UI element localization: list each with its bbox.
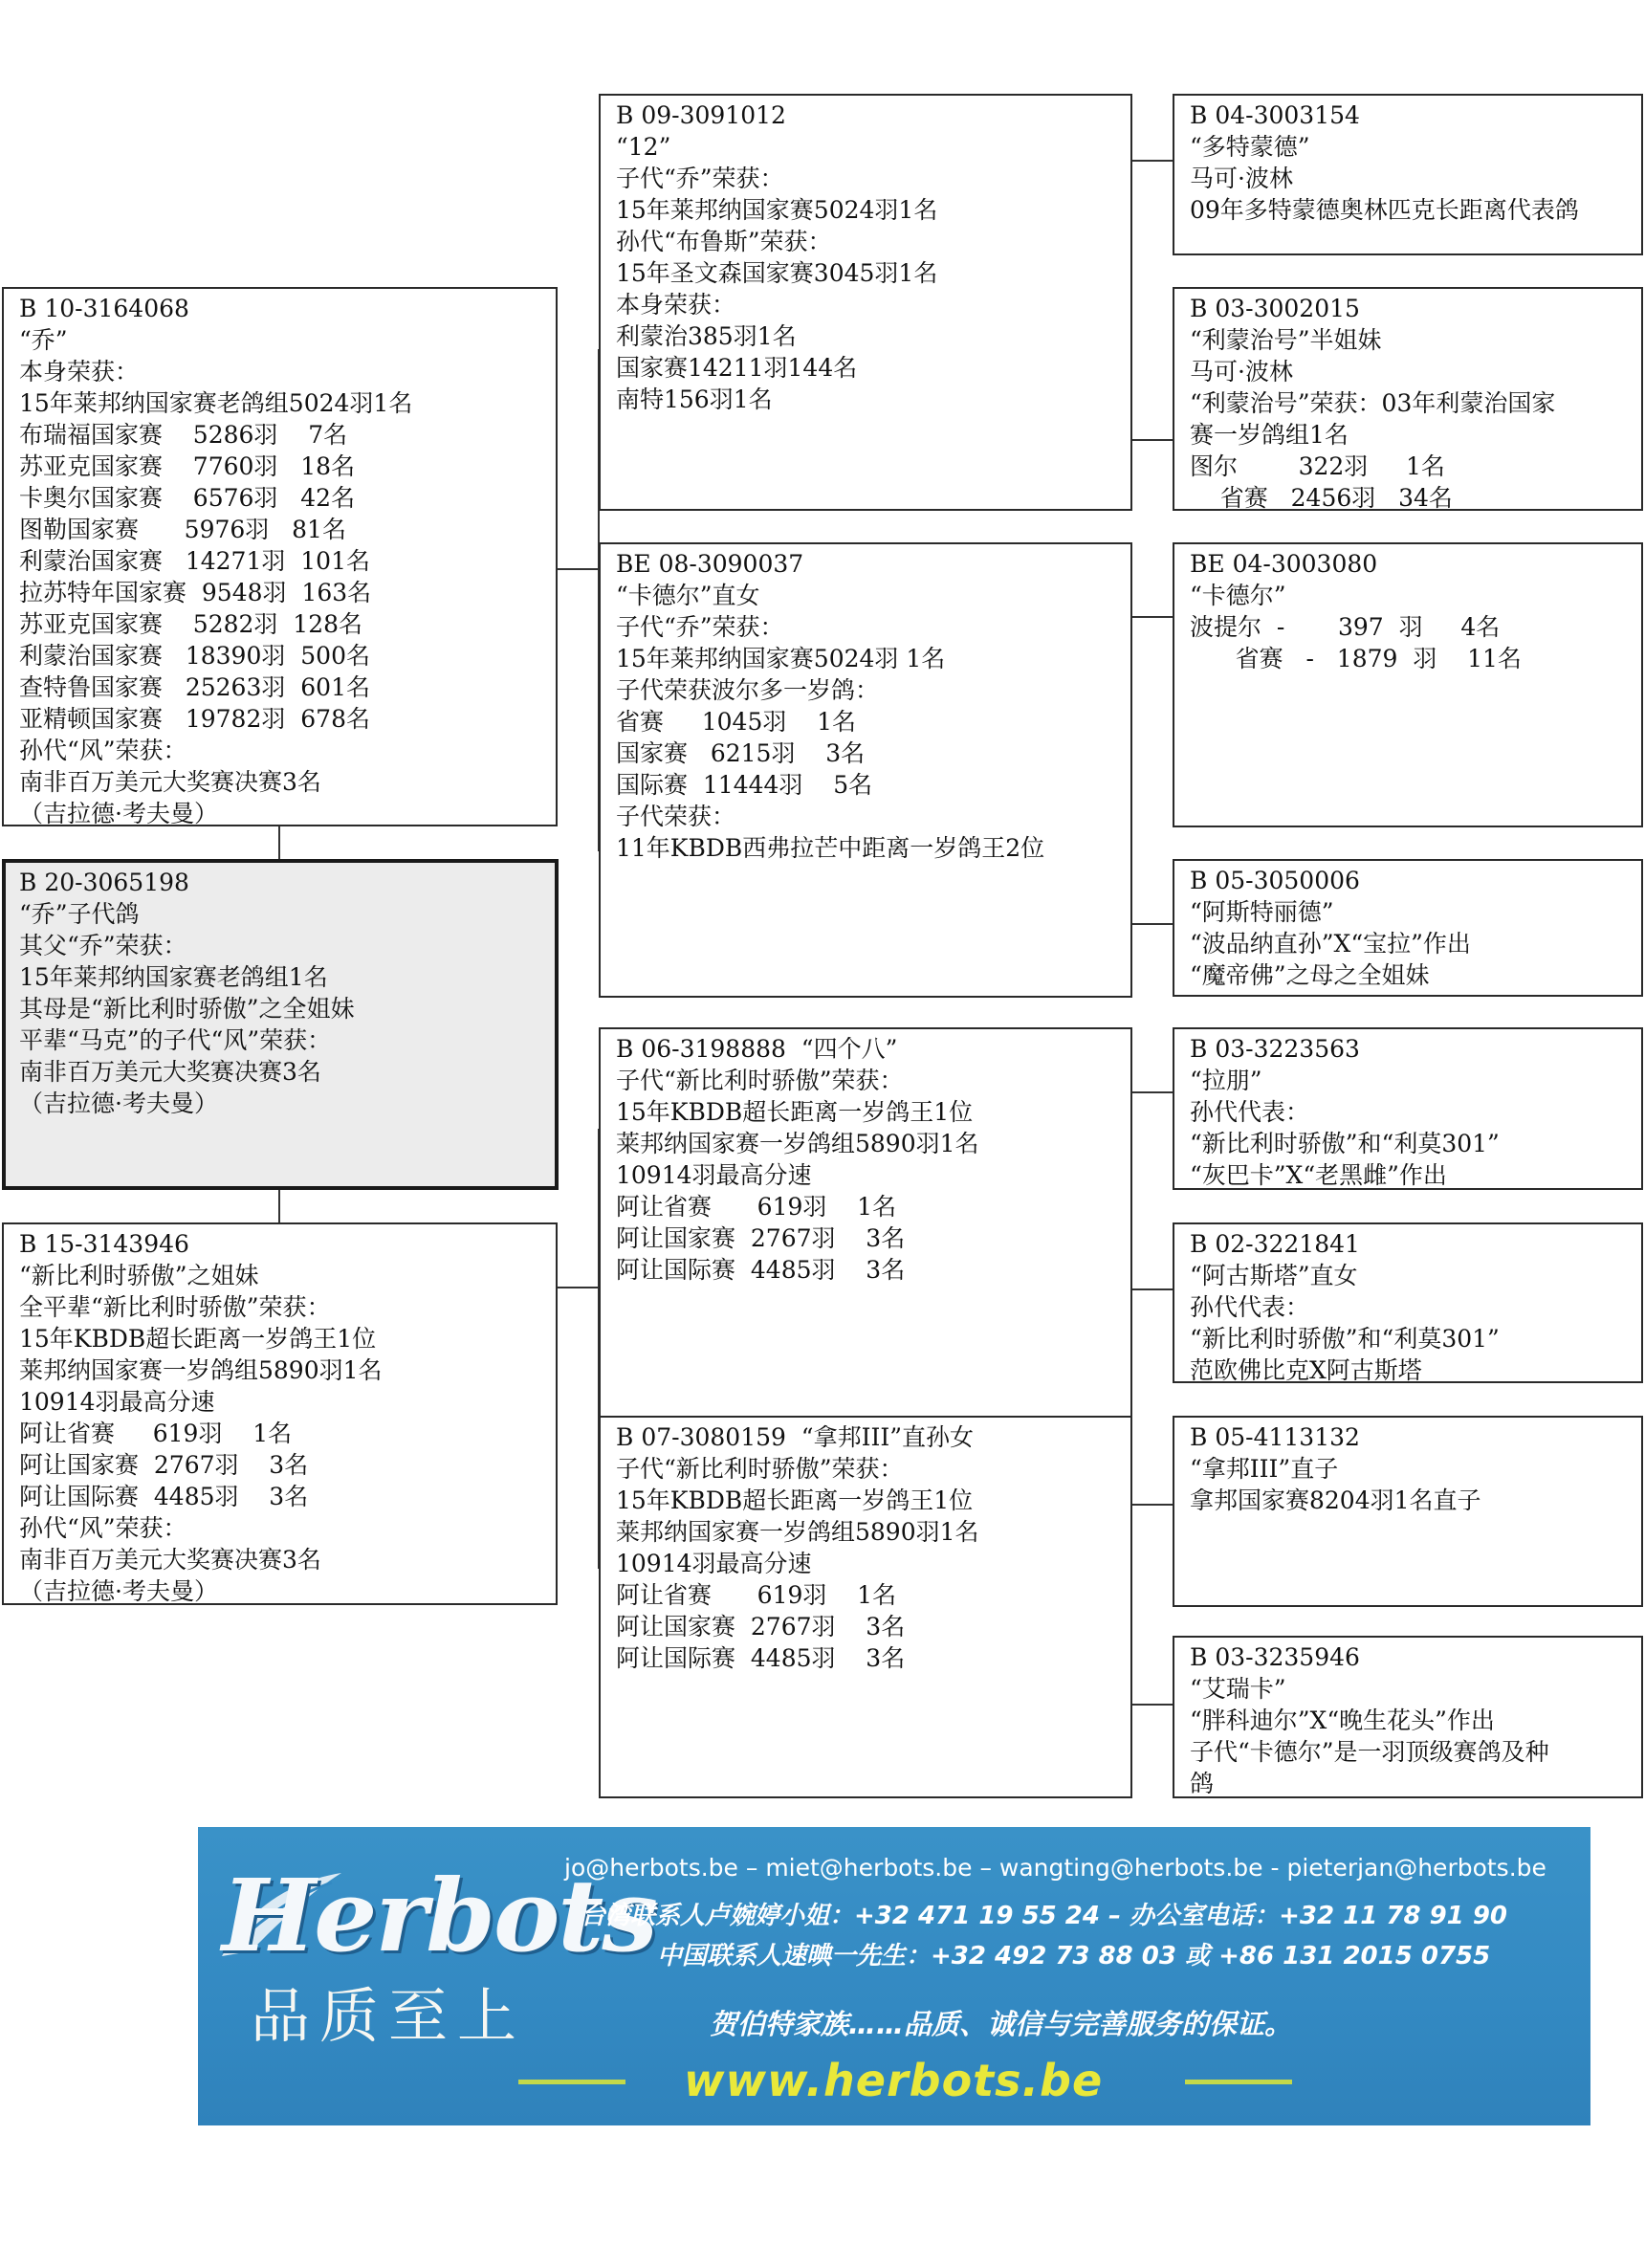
pedigree-line: 利蒙治385羽1名: [616, 322, 797, 350]
pedigree-line: “拉朋”: [1190, 1067, 1262, 1094]
grandparent-box-3: [1173, 542, 1643, 827]
pedigree-line: （吉拉德·考夫曼）: [19, 1577, 218, 1605]
pedigree-line: 本身荣获：: [616, 291, 736, 319]
pedigree-line: B 03-3002015: [1190, 295, 1360, 322]
pedigree-line: B 15-3143946: [19, 1230, 189, 1258]
pedigree-line: 10914羽最高分速: [19, 1388, 215, 1416]
pedigree-line: B 20-3065198: [19, 869, 189, 896]
pedigree-line: 15年莱邦纳国家赛老鸽组5024羽1名: [19, 389, 413, 417]
pedigree-line: 布瑞福国家赛 5286羽 7名: [19, 421, 348, 449]
pedigree-line: “阿斯特丽德”: [1190, 898, 1334, 926]
pedigree-line: 省赛 1045羽 1名: [616, 708, 857, 736]
pedigree-line: BE 08-3090037: [616, 550, 804, 578]
pedigree-line: 子代荣获：: [616, 803, 736, 830]
pedigree-line: “多特蒙德”: [1190, 133, 1310, 161]
accent-bar-right: [1185, 2080, 1292, 2084]
pedigree-line: 子代荣获波尔多一岁鸽：: [616, 676, 880, 704]
sire-dam-box: [599, 542, 1132, 998]
pedigree-line: 南非百万美元大奖赛决赛3名: [19, 768, 321, 796]
pedigree-line: “胖科迪尔”X“晚生花头”作出: [1190, 1707, 1495, 1734]
pedigree-line: B 03-3223563: [1190, 1035, 1360, 1063]
pedigree-line: 阿让国际赛 4485羽 3名: [616, 1644, 906, 1672]
pedigree-line: 范欧佛比克X阿古斯塔: [1190, 1356, 1422, 1383]
pedigree-line: 10914羽最高分速: [616, 1161, 812, 1189]
pedigree-line: B 02-3221841: [1190, 1230, 1360, 1258]
grandparent-box-7: [1173, 1416, 1643, 1607]
pedigree-line: 其父“乔”荣获：: [19, 932, 187, 959]
grandparent-box-4: [1173, 859, 1643, 997]
pedigree-line: “新比利时骄傲”之姐妹: [19, 1262, 259, 1289]
pedigree-line: 孙代“风”荣获：: [19, 1514, 187, 1542]
pedigree-line: 国际赛 11444羽 5名: [616, 771, 873, 799]
pedigree-line: 阿让省赛 619羽 1名: [616, 1193, 897, 1221]
pedigree-line: “12”: [616, 133, 671, 161]
pedigree-line: 15年莱邦纳国家赛5024羽 1名: [616, 645, 946, 672]
pedigree-line: 鸽: [1190, 1770, 1215, 1797]
pedigree-line: 拉苏特年国家赛 9548羽 163名: [19, 579, 372, 606]
pedigree-line: “新比利时骄傲”和“利莫301”: [1190, 1130, 1500, 1157]
pedigree-line: 波提尔 - 397 羽 4名: [1190, 613, 1501, 641]
pedigree-line: 省赛 2456羽 34名: [1190, 484, 1453, 511]
pedigree-line: “阿古斯塔”直女: [1190, 1262, 1358, 1289]
dam-sire-box: [599, 1027, 1132, 1444]
pedigree-line: 子代“新比利时骄傲”荣获：: [616, 1455, 904, 1483]
pedigree-line: 莱邦纳国家赛一岁鸽组5890羽1名: [19, 1356, 383, 1384]
website-link[interactable]: www.herbots.be: [684, 2055, 1104, 2106]
pedigree-line: 苏亚克国家赛 7760羽 18名: [19, 452, 356, 480]
dam-box: [2, 1222, 558, 1605]
pedigree-line: 马可·波林: [1190, 165, 1293, 192]
pedigree-line: B 06-3198888 “四个八”: [616, 1035, 898, 1063]
herbots-banner: [198, 1827, 1590, 2125]
grandparent-box-5: [1173, 1027, 1643, 1190]
pedigree-line: “拿邦III”直子: [1190, 1455, 1339, 1483]
pedigree-line: 15年KBDB超长距离一岁鸽王1位: [616, 1486, 974, 1514]
pedigree-line: 孙代代表：: [1190, 1293, 1310, 1321]
pedigree-line: B 05-3050006: [1190, 867, 1360, 894]
pedigree-line: 阿让省赛 619羽 1名: [616, 1581, 897, 1609]
pedigree-line: 查特鲁国家赛 25263羽 601名: [19, 673, 370, 701]
pedigree-line: 09年多特蒙德奥林匹克长距离代表鸽: [1190, 196, 1579, 224]
pedigree-line: 子代“新比利时骄傲”荣获：: [616, 1067, 904, 1094]
pedigree-line: “乔”: [19, 326, 68, 354]
pedigree-line: 南特156羽1名: [616, 385, 773, 413]
pedigree-line: “魔帝佛”之母之全姐妹: [1190, 961, 1430, 989]
pedigree-line: “灰巴卡”X“老黑雌”作出: [1190, 1161, 1447, 1189]
tagline: 贺伯特家族……品质、诚信与完善服务的保证。: [710, 2008, 1293, 2040]
china-contact: 中国联系人速晪一先生：+32 492 73 88 03 或 +86 131 2015 0755: [657, 1942, 1491, 1971]
pedigree-line: B 09-3091012: [616, 101, 786, 129]
pedigree-line: 15年莱邦纳国家赛5024羽1名: [616, 196, 938, 224]
pedigree-line: 子代“乔”荣获：: [616, 165, 784, 192]
pedigree-line: 苏亚克国家赛 5282羽 128名: [19, 610, 363, 638]
pedigree-line: 全平辈“新比利时骄傲”荣获：: [19, 1293, 331, 1321]
sire-sire-box: [599, 94, 1132, 511]
pedigree-line: B 05-4113132: [1190, 1423, 1360, 1451]
pedigree-line: 15年圣文森国家赛3045羽1名: [616, 259, 938, 287]
pedigree-line: 莱邦纳国家赛一岁鸽组5890羽1名: [616, 1518, 979, 1546]
pedigree-line: 国家赛 6215羽 3名: [616, 739, 866, 767]
pedigree-line: 子代“乔”荣获：: [616, 613, 784, 641]
pedigree-line: B 10-3164068: [19, 295, 189, 322]
pedigree-line: 南非百万美元大奖赛决赛3名: [19, 1058, 321, 1086]
pedigree-line: “艾瑞卡”: [1190, 1675, 1286, 1703]
pedigree-line: 15年KBDB超长距离一岁鸽王1位: [19, 1325, 377, 1353]
pedigree-line: “卡德尔”直女: [616, 582, 760, 609]
grandparent-box-6: [1173, 1222, 1643, 1383]
pedigree-line: 南非百万美元大奖赛决赛3名: [19, 1546, 321, 1574]
pedigree-line: 拿邦国家赛8204羽1名直子: [1190, 1486, 1481, 1514]
pedigree-line: 利蒙治国家赛 18390羽 500名: [19, 642, 370, 670]
herbots-logo: Herbots: [222, 1857, 656, 1974]
pedigree-line: 图勒国家赛 5976羽 81名: [19, 516, 346, 543]
pedigree-line: 15年莱邦纳国家赛老鸽组1名: [19, 963, 328, 991]
pedigree-line: BE 04-3003080: [1190, 550, 1378, 578]
pedigree-line: 11年KBDB西弗拉芒中距离一岁鸽王2位: [616, 834, 1045, 862]
pedigree-line: 赛一岁鸽组1名: [1190, 421, 1349, 449]
pedigree-line: “利蒙治号”半姐妹: [1190, 326, 1382, 354]
pedigree-line: B 07-3080159 “拿邦III”直孙女: [616, 1423, 974, 1451]
subject-box: [2, 859, 559, 1190]
pedigree-line: 阿让国家赛 2767羽 3名: [616, 1224, 906, 1252]
pedigree-line: 莱邦纳国家赛一岁鸽组5890羽1名: [616, 1130, 979, 1157]
pedigree-line: “乔”子代鸽: [19, 900, 140, 928]
pedigree-line: 其母是“新比利时骄傲”之全姐妹: [19, 995, 355, 1023]
pedigree-line: “卡德尔”: [1190, 582, 1286, 609]
grandparent-box-2: [1173, 287, 1643, 511]
pedigree-line: 10914羽最高分速: [616, 1550, 812, 1577]
email-contacts[interactable]: jo@herbots.be – miet@herbots.be – wangting@herbots.be - pieterjan@herbots.be: [564, 1854, 1546, 1882]
pedigree-line: 孙代“风”荣获：: [19, 737, 187, 764]
pedigree-line: 孙代代表：: [1190, 1098, 1310, 1126]
pedigree-line: 图尔 322羽 1名: [1190, 452, 1445, 480]
pedigree-line: 省赛 - 1879 羽 11名: [1190, 645, 1522, 672]
pedigree-line: “新比利时骄傲”和“利莫301”: [1190, 1325, 1500, 1353]
pedigree-line: 子代“卡德尔”是一羽顶级赛鸽及种: [1190, 1738, 1549, 1766]
pedigree-line: 阿让国际赛 4485羽 3名: [19, 1483, 309, 1510]
pedigree-line: “波品纳直孙”X“宝拉”作出: [1190, 930, 1471, 958]
grandparent-box-1: [1173, 94, 1643, 255]
pedigree-line: 本身荣获：: [19, 358, 140, 385]
dam-dam-box: [599, 1416, 1132, 1798]
pedigree-line: 亚精顿国家赛 19782羽 678名: [19, 705, 370, 733]
pedigree-line: 利蒙治国家赛 14271羽 101名: [19, 547, 370, 575]
accent-bar-left: [518, 2080, 625, 2084]
grandparent-box-8: [1173, 1636, 1643, 1798]
pedigree-line: 阿让国际赛 4485羽 3名: [616, 1256, 906, 1284]
taiwan-contact: 台湾联系人卢婉婷小姐：+32 471 19 55 24 – 办公室电话：+32 11 78 91 90: [581, 1902, 1507, 1930]
pedigree-line: （吉拉德·考夫曼）: [19, 800, 218, 826]
pedigree-line: 阿让国家赛 2767羽 3名: [616, 1613, 906, 1640]
pedigree-line: “利蒙治号”荣获：03年利蒙治国家: [1190, 389, 1556, 417]
sire-box: [2, 287, 558, 826]
logo-slogan: 品质至上: [251, 1981, 527, 2051]
pedigree-line: 卡奥尔国家赛 6576羽 42名: [19, 484, 356, 512]
pedigree-line: 国家赛14211羽144名: [616, 354, 858, 382]
pedigree-line: 孙代“布鲁斯”荣获：: [616, 228, 832, 255]
pedigree-line: B 04-3003154: [1190, 101, 1360, 129]
pedigree-line: （吉拉德·考夫曼）: [19, 1090, 218, 1117]
pedigree-line: 阿让省赛 619羽 1名: [19, 1420, 293, 1447]
pedigree-line: 阿让国家赛 2767羽 3名: [19, 1451, 309, 1479]
pedigree-line: 平辈“马克”的子代“风”荣获：: [19, 1026, 332, 1054]
pedigree-line: 15年KBDB超长距离一岁鸽王1位: [616, 1098, 974, 1126]
pedigree-line: 马可·波林: [1190, 358, 1293, 385]
pedigree-line: B 03-3235946: [1190, 1643, 1360, 1671]
